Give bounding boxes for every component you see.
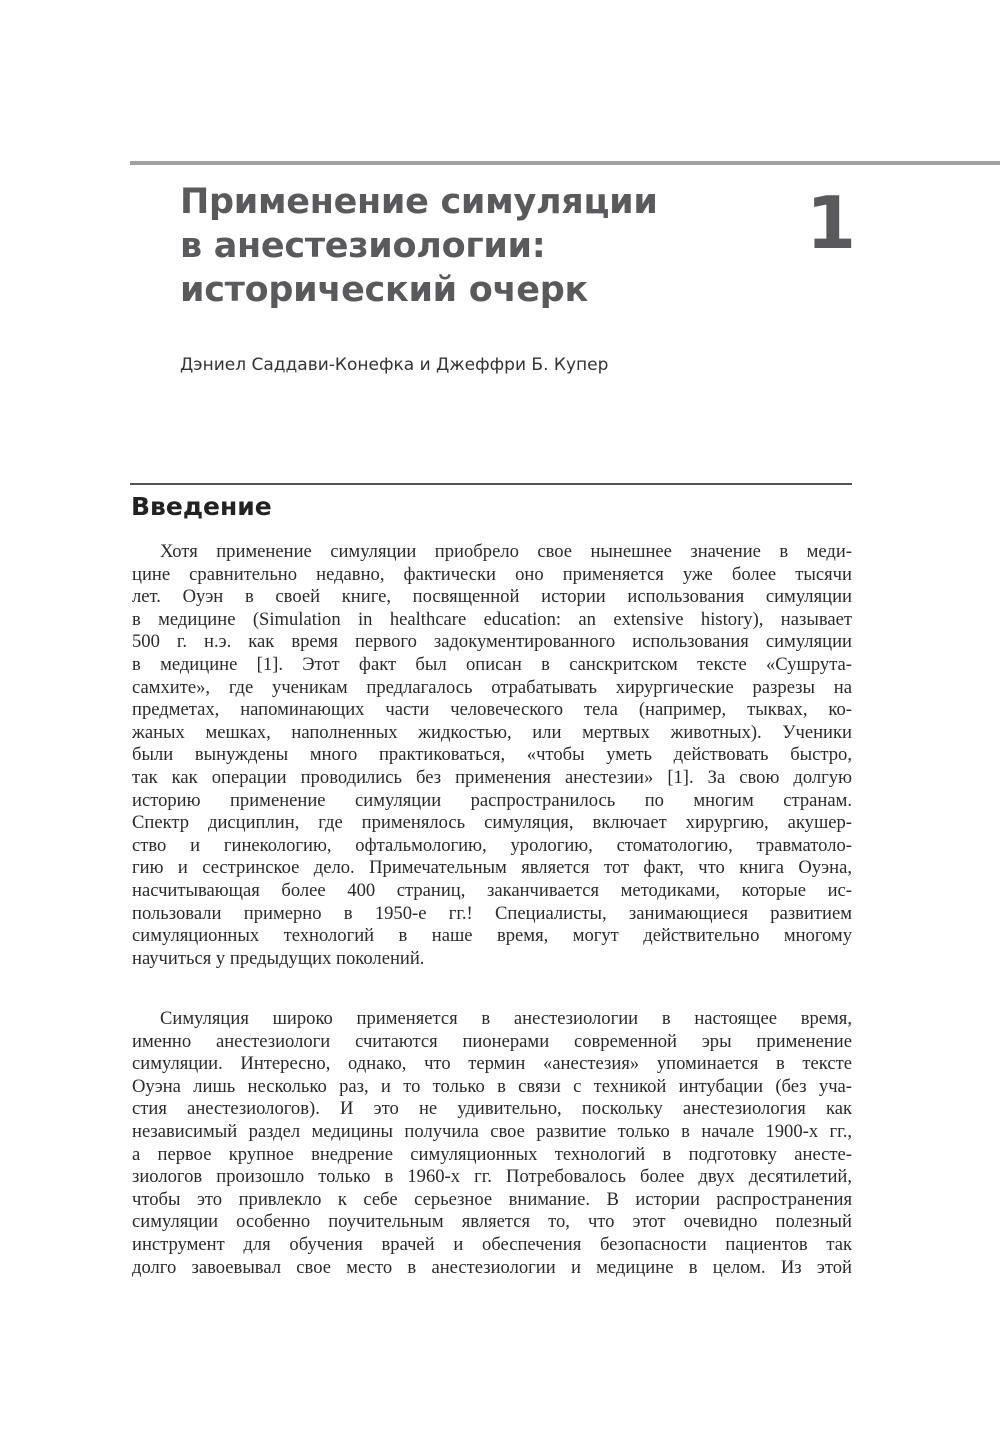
text-line: так как операции проводились без применения анестезии» [1]. За свою долгую <box>132 766 852 788</box>
section-heading: Введение <box>131 492 272 521</box>
paragraph-2 <box>132 1008 852 1279</box>
text-line: 500 г. н.э. как время первого задокументированного использования симуляции <box>132 631 852 653</box>
text-line: Симуляция широко применяется в анестезиологии в настоящее время, <box>160 1008 852 1029</box>
chapter-authors: Дэниел Саддави-Конефка и Джеффри Б. Купер <box>180 355 609 375</box>
text-line: цине сравнительно недавно, фактически оно применяется уже более тысячи <box>132 563 852 585</box>
text-line: а первое крупное внедрение симуляционных технологий в подготовку анесте- <box>132 1143 852 1165</box>
text-line: независимый раздел медицины получила свое развитие только в начале 1900-х гг., <box>132 1120 852 1142</box>
chapter-title-line: исторический очерк <box>180 270 588 310</box>
chapter-title <box>180 180 658 312</box>
text-line: лет. Оуэн в своей книге, посвященной истории использования симуляции <box>132 586 852 608</box>
text-line: предметах, напоминающих части человеческого тела (например, тыквах, ко- <box>132 699 852 721</box>
section-divider <box>130 483 852 485</box>
text-line: насчитывающая более 400 страниц, заканчивается методиками, которые ис- <box>132 879 852 901</box>
text-line: стия анестезиологов). И это не удивительно, поскольку анестезиология как <box>132 1098 852 1120</box>
chapter-top-rule <box>130 161 1000 165</box>
text-line: гию и сестринское дело. Примечательным является тот факт, что книга Оуэна, <box>132 857 852 879</box>
text-line: ство и гинекологию, офтальмологию, урологию, стоматологию, травматоло- <box>132 834 852 856</box>
text-line: симуляции особенно поучительным является то, что этот очевидно полезный <box>132 1211 852 1233</box>
paragraph-1 <box>132 541 852 970</box>
text-line: Хотя применение симуляции приобрело свое нынешнее значение в меди- <box>160 541 852 562</box>
text-line: научиться у предыдущих поколений. <box>132 947 425 969</box>
text-line: инструмент для обучения врачей и обеспечения безопасности пациентов так <box>132 1233 852 1255</box>
text-line: зиологов произошло только в 1960-х гг. Потребовалось более двух десятилетий, <box>132 1166 852 1188</box>
text-line: Оуэна лишь несколько раз, и то только в связи с техникой интубации (без уча- <box>132 1075 852 1097</box>
text-line: симуляционных технологий в наше время, могут действительно многому <box>132 925 852 947</box>
text-line: чтобы это привлекло к себе серьезное внимание. В истории распространения <box>132 1188 852 1210</box>
text-line: долго завоевывал свое место в анестезиологии и медицине в целом. Из этой <box>132 1256 852 1278</box>
text-line: жаных мешках, наполненных жидкостью, или мертвых животных). Ученики <box>132 721 852 743</box>
text-line: были вынуждены много практиковаться, «чтобы уметь действовать быстро, <box>132 744 852 766</box>
chapter-title-line: Применение симуляции <box>180 182 658 222</box>
text-line: самхите», где ученикам предлагалось отрабатывать хирургические разрезы на <box>132 676 852 698</box>
text-line: Спектр дисциплин, где применялось симуляция, включает хирургию, акушер- <box>132 812 852 834</box>
chapter-number: 1 <box>806 181 857 265</box>
text-line: симуляции. Интересно, однако, что термин «анестезия» упоминается в тексте <box>132 1053 852 1075</box>
chapter-title-line: в анестезиологии: <box>180 226 546 266</box>
text-line: именно анестезиологи считаются пионерами современной эры применение <box>132 1030 852 1052</box>
text-line: историю применение симуляции распространилось по многим странам. <box>132 789 852 811</box>
text-line: в медицине [1]. Этот факт был описан в санскритском тексте «Сушрута- <box>132 653 852 675</box>
text-line: пользовали примерно в 1950-е гг.! Специалисты, занимающиеся развитием <box>132 902 852 924</box>
text-line: в медицине (Simulation in healthcare education: an extensive history), называет <box>132 608 852 630</box>
